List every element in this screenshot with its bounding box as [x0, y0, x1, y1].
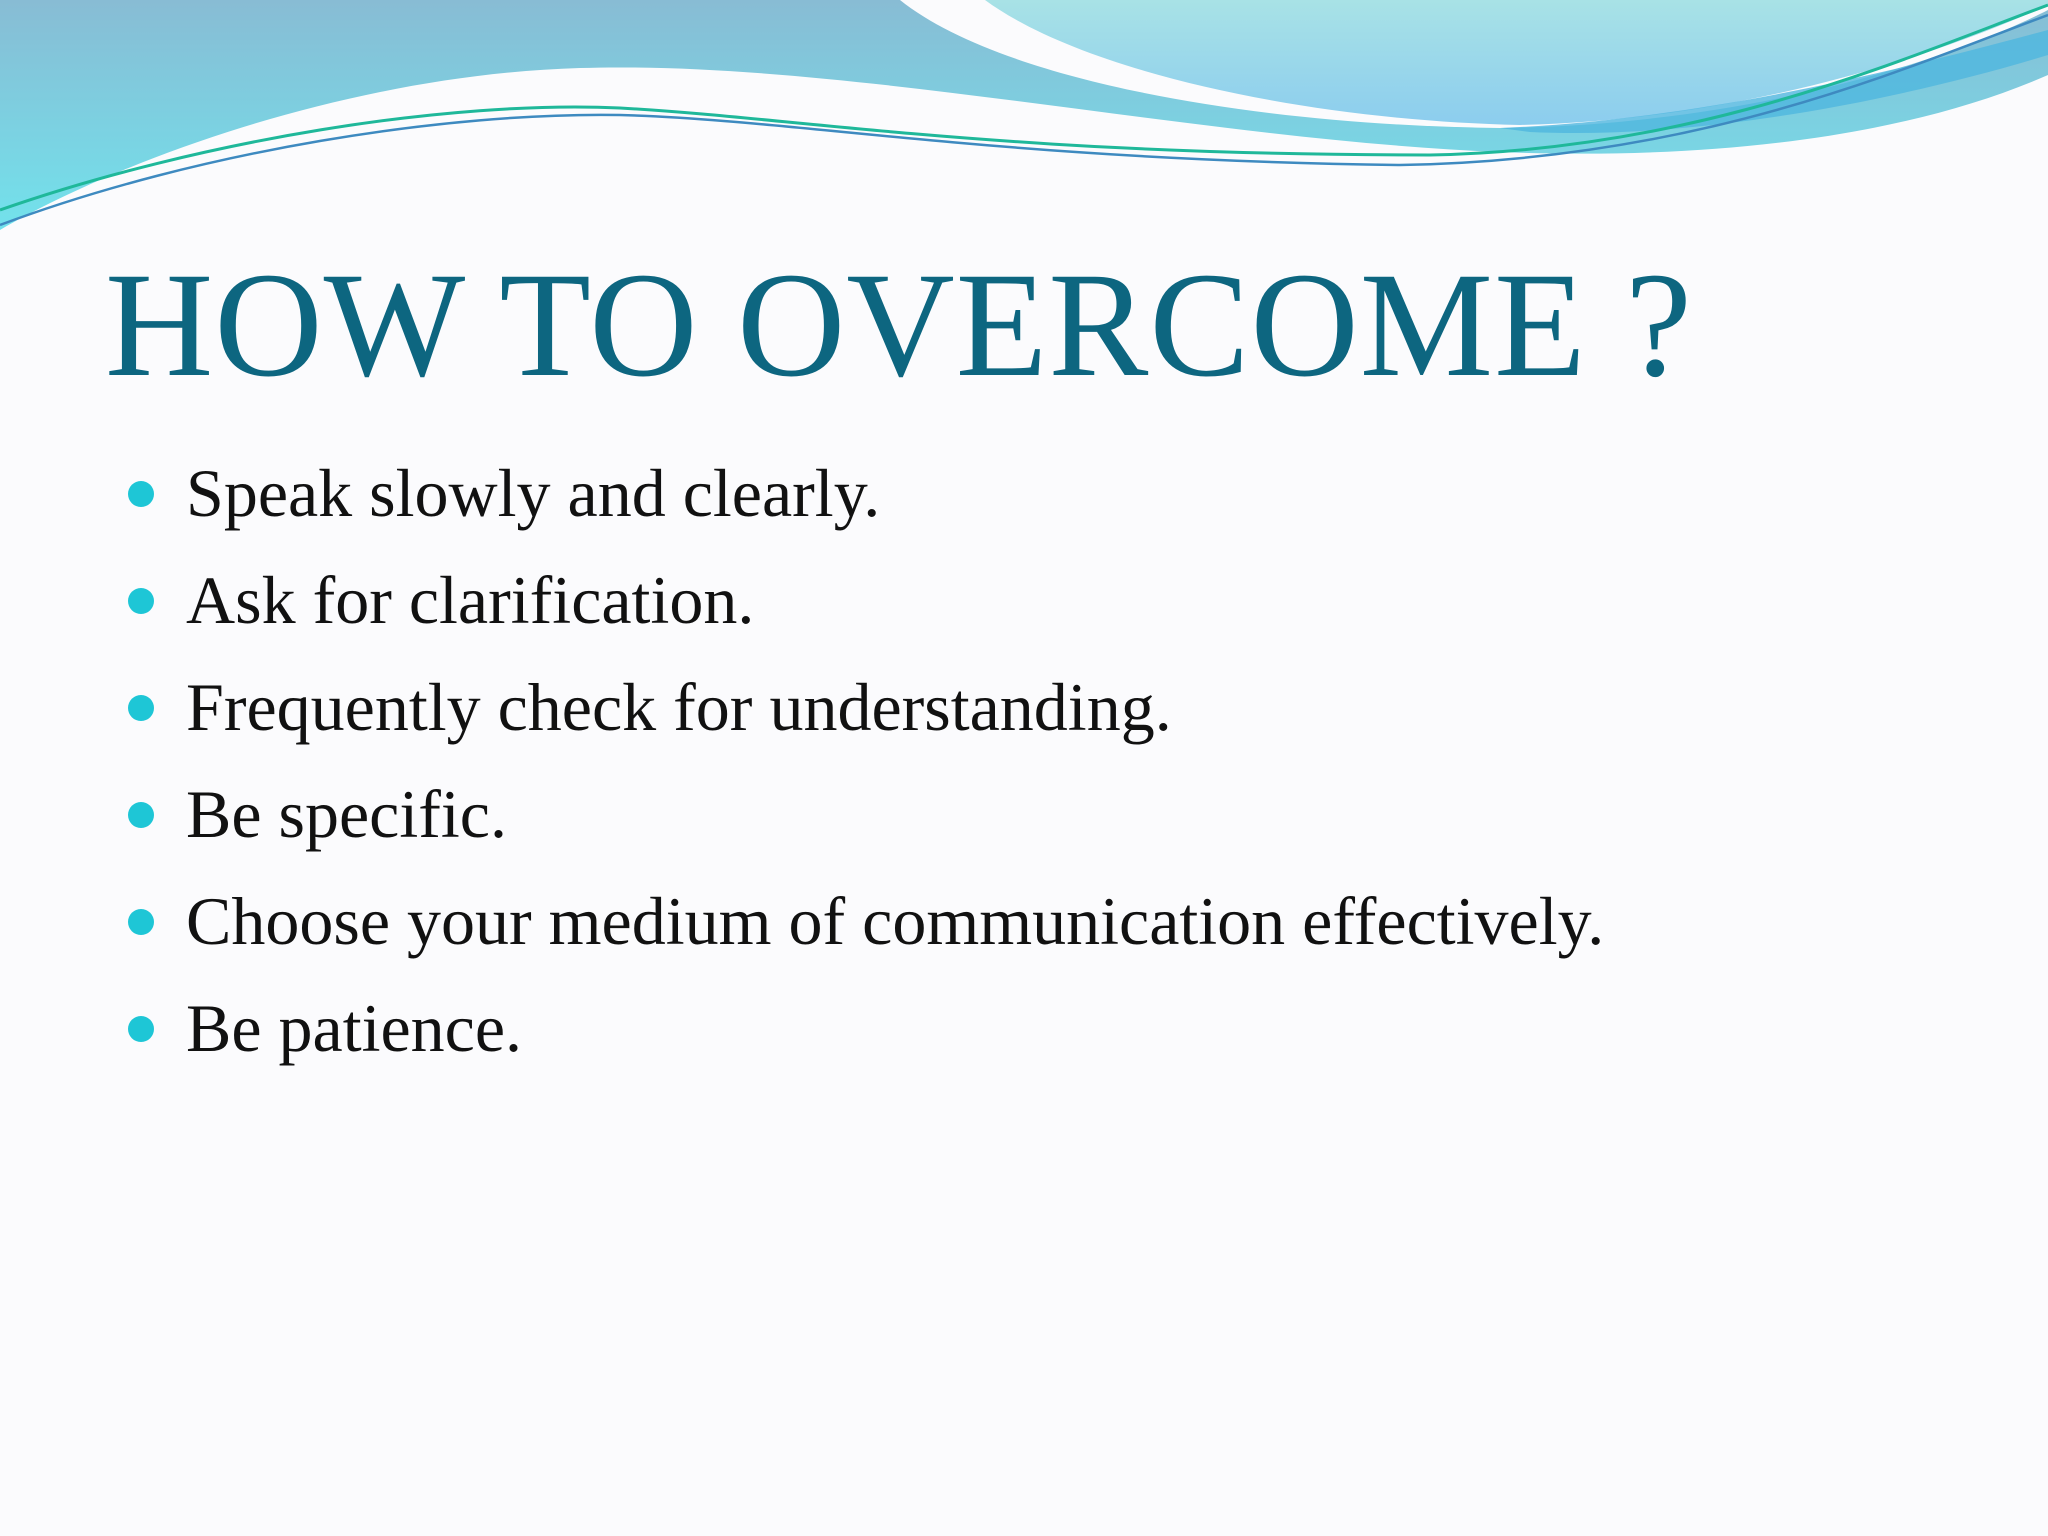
bullet-text: Speak slowly and clearly.	[186, 455, 881, 531]
bullet-icon	[128, 588, 154, 614]
list-item	[128, 983, 1604, 1090]
bullet-text: Choose your medium of communication effectively.	[186, 883, 1605, 959]
bullet-list	[128, 448, 1604, 1090]
bullet-text: Ask for clarification.	[186, 562, 755, 638]
list-item	[128, 448, 1604, 555]
bullet-icon	[128, 802, 154, 828]
bullet-icon	[128, 1016, 154, 1042]
bullet-icon	[128, 481, 154, 507]
list-item	[128, 662, 1604, 769]
list-item	[128, 769, 1604, 876]
list-item	[128, 876, 1604, 983]
list-item	[128, 555, 1604, 662]
bullet-text: Frequently check for understanding.	[186, 669, 1172, 745]
bullet-icon	[128, 909, 154, 935]
slide-title: HOW TO OVERCOME ?	[105, 242, 1693, 408]
bullet-icon	[128, 695, 154, 721]
bullet-text: Be patience.	[186, 990, 523, 1066]
bullet-text: Be specific.	[186, 776, 507, 852]
